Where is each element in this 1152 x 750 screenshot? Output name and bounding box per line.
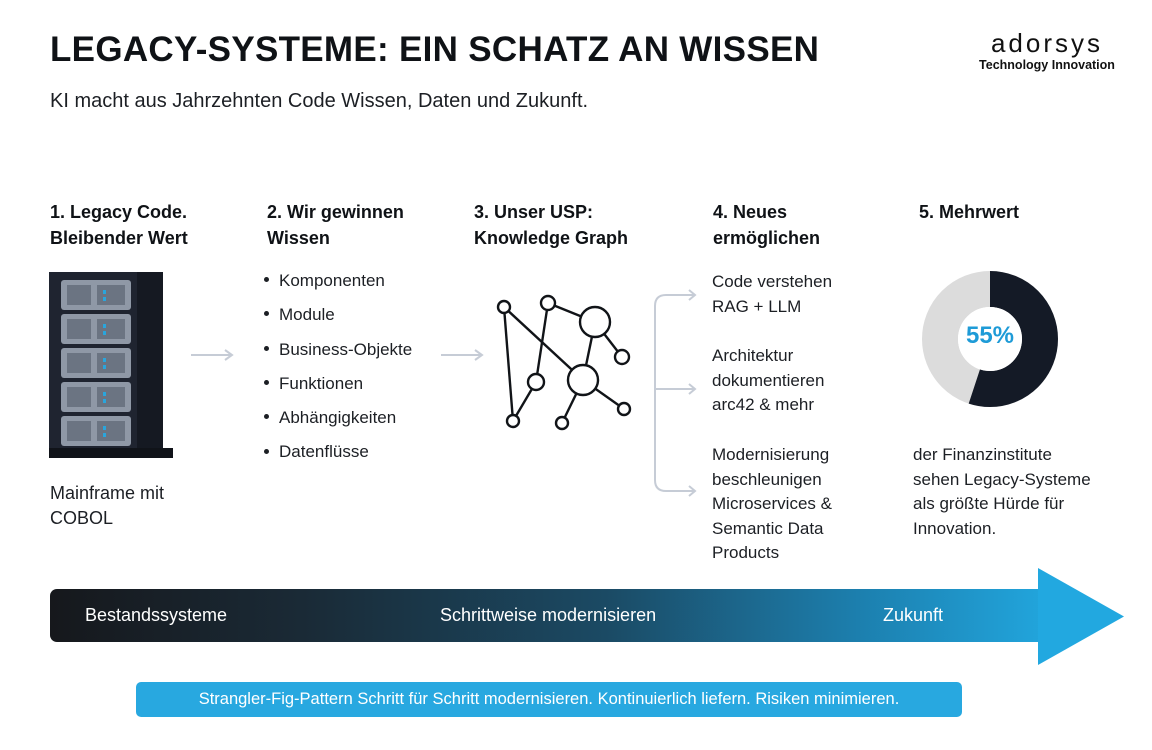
branch-connector-icon <box>650 286 702 498</box>
mainframe-server-icon <box>49 268 175 460</box>
outcome-line: RAG + LLM <box>712 296 802 316</box>
step-1-heading <box>50 199 188 251</box>
timeline-arrowhead-icon <box>1036 568 1126 665</box>
list-item-label: Module <box>279 305 335 325</box>
step-2-heading-line: Wissen <box>267 228 330 248</box>
list-item <box>264 271 412 305</box>
bullet-dot-icon <box>264 346 269 351</box>
step-5-heading <box>919 199 1019 225</box>
outcome-line: Microservices & <box>712 494 832 513</box>
bullet-dot-icon <box>264 414 269 419</box>
outcome-line: beschleunigen <box>712 469 822 489</box>
list-item-label: Business-Objekte <box>279 339 413 359</box>
step-5-heading-line: 5. Mehrwert <box>919 202 1020 222</box>
outcome-code <box>712 270 832 319</box>
outcome-modernization <box>712 443 832 566</box>
bullet-dot-icon <box>264 449 269 454</box>
flow-arrow-icon <box>190 347 236 363</box>
timeline-label-future: Zukunft <box>883 605 944 625</box>
timeline-label-transition: Schrittweise modernisieren <box>440 605 657 625</box>
logo-tagline: Technology Innovation <box>979 58 1115 72</box>
step-4-heading-line: 4. Neues <box>713 202 788 222</box>
step-1-caption <box>50 481 164 531</box>
timeline-label-past: Bestandssysteme <box>85 605 228 625</box>
step-2-heading <box>267 199 404 251</box>
outcome-architecture <box>712 344 824 418</box>
knowledge-graph-icon <box>490 288 640 438</box>
outcome-line: Modernisierung <box>712 445 830 464</box>
outcome-line: Products <box>712 543 780 562</box>
step-3-heading-line: Knowledge Graph <box>474 228 629 248</box>
strangler-fig-banner: Strangler-Fig-Pattern Schritt für Schritt modernisieren. Kontinuierlich liefern. Risiken minimieren. <box>136 682 962 717</box>
list-item-label: Komponenten <box>279 271 385 290</box>
step-1-caption-line: COBOL <box>50 508 114 528</box>
logo-wordmark: adorsys <box>990 28 1104 58</box>
step-5-caption-line: der Finanzinstitute <box>913 445 1052 464</box>
page-title: LEGACY-SYSTEME: EIN SCHATZ AN WISSEN <box>50 30 820 69</box>
bullet-dot-icon <box>264 380 269 385</box>
step-5-caption-line: als größte Hürde für <box>913 494 1065 513</box>
step-4-heading-line: ermöglichen <box>713 228 821 248</box>
list-item <box>264 374 412 408</box>
list-item <box>264 340 412 374</box>
step-1-heading-line: Bleibender Wert <box>50 228 188 248</box>
flow-arrow-icon <box>440 347 486 363</box>
list-item <box>264 408 412 442</box>
step-5-caption-line: Innovation. <box>913 518 997 538</box>
list-item-label: Datenflüsse <box>279 442 369 462</box>
outcome-line: Semantic Data <box>712 518 824 538</box>
outcome-line: Code verstehen <box>712 272 833 291</box>
step-5-caption <box>913 443 1091 541</box>
step-1-heading-line: 1. Legacy Code. <box>50 202 188 222</box>
list-item <box>264 442 412 476</box>
step-1-caption-line: Mainframe mit <box>50 483 165 503</box>
knowledge-list <box>264 271 412 477</box>
step-5-caption-line: sehen Legacy-Systeme <box>913 469 1091 489</box>
outcome-line: dokumentieren <box>712 370 825 390</box>
list-item <box>264 305 412 339</box>
company-logo <box>972 28 1122 72</box>
step-3-heading-line: 3. Unser USP: <box>474 202 594 222</box>
step-4-heading <box>713 199 820 251</box>
outcome-line: arc42 & mehr <box>712 395 815 414</box>
page-subtitle: KI macht aus Jahrzehnten Code Wissen, Daten und Zukunft. <box>50 90 589 112</box>
list-item-label: Abhängigkeiten <box>279 408 397 428</box>
step-3-heading <box>474 199 628 251</box>
donut-percentage-label: 55% <box>965 322 1015 349</box>
list-item-label: Funktionen <box>279 373 364 393</box>
outcome-line: Architektur <box>712 346 794 365</box>
bullet-dot-icon <box>264 311 269 316</box>
bullet-dot-icon <box>264 277 269 282</box>
step-2-heading-line: 2. Wir gewinnen <box>267 202 404 222</box>
